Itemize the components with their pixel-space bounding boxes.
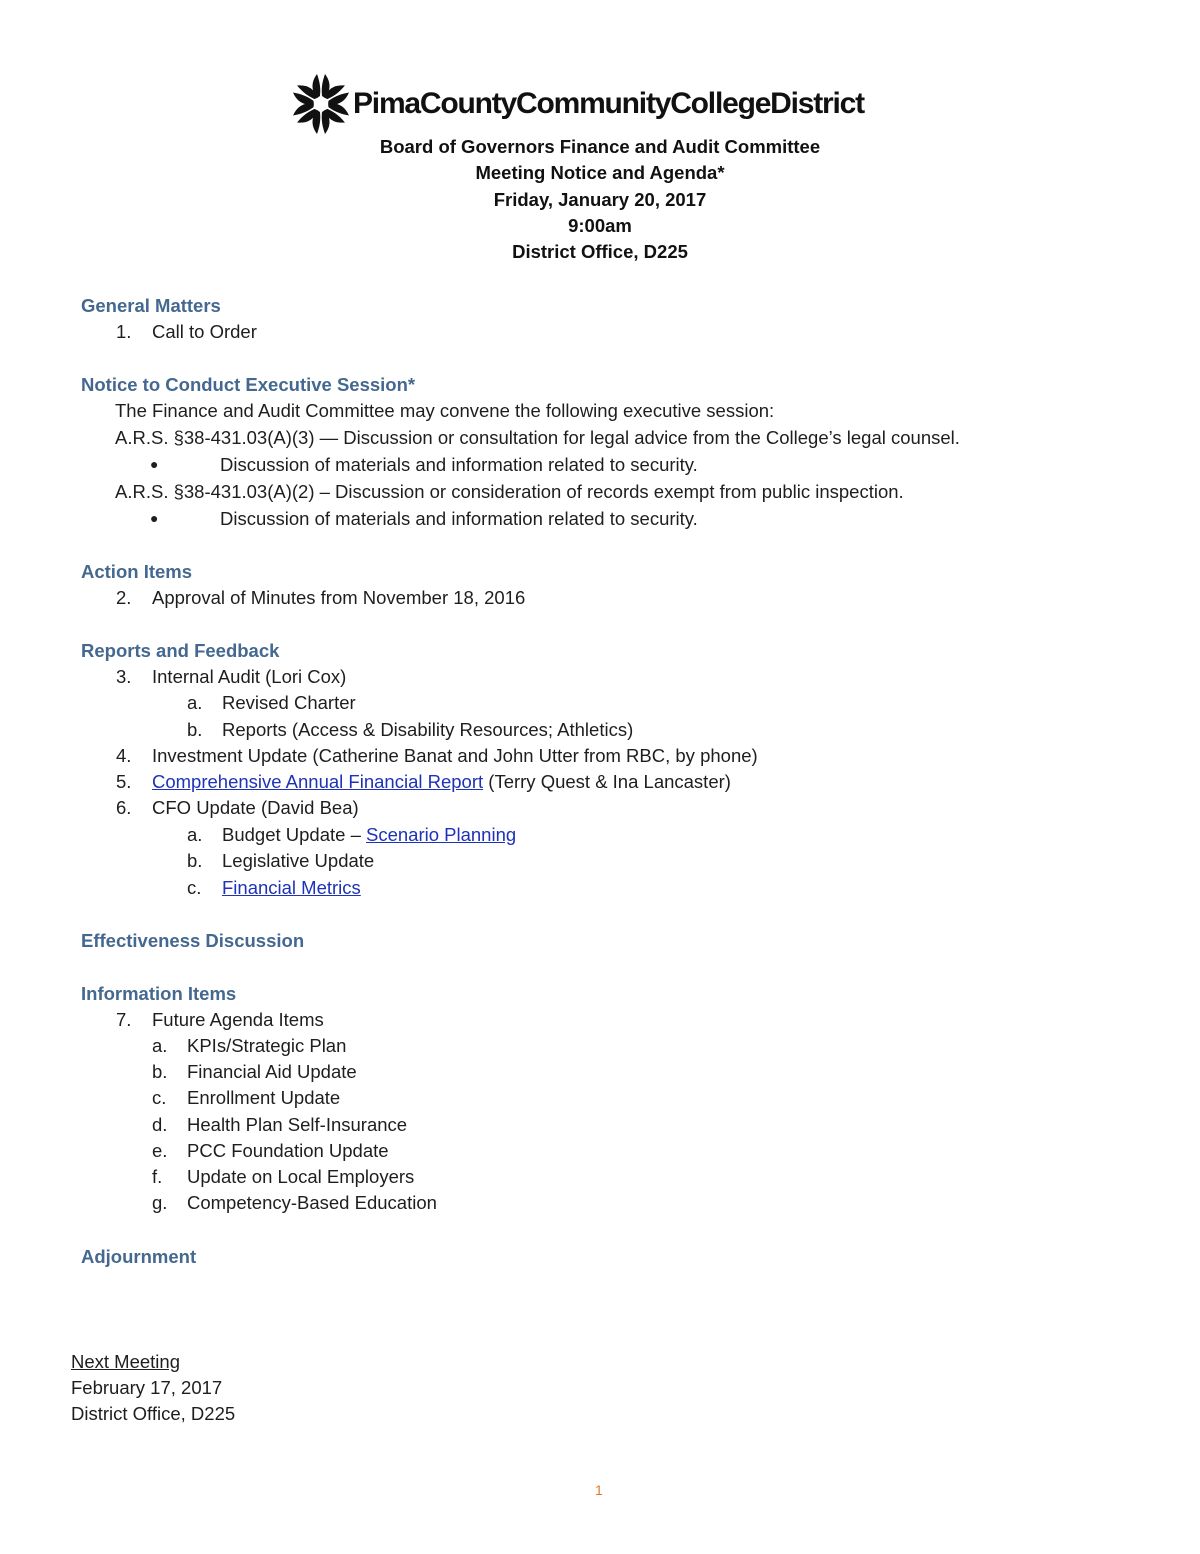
agenda-subitem-7c: c. Enrollment Update xyxy=(152,1087,341,1108)
cafr-link[interactable]: Comprehensive Annual Financial Report xyxy=(152,771,484,792)
section-heading-effectiveness: Effectiveness Discussion xyxy=(81,930,305,951)
bullet-icon: ● xyxy=(150,510,159,526)
document-title: Meeting Notice and Agenda* xyxy=(475,162,725,184)
financial-metrics-link[interactable]: Financial Metrics xyxy=(222,877,361,898)
statute-bullet-a3: ● Discussion of materials and information related to security. xyxy=(150,454,698,475)
agenda-subitem-7e: e. PCC Foundation Update xyxy=(152,1140,389,1161)
agenda-subitem-6c: c. Financial Metrics xyxy=(187,877,361,898)
organization-name: PimaCountyCommunityCollegeDistrict xyxy=(353,87,864,120)
meeting-date: Friday, January 20, 2017 xyxy=(493,188,707,210)
agenda-subitem-7a: a. KPIs/Strategic Plan xyxy=(152,1035,347,1056)
item-text: Call to Order xyxy=(152,321,257,342)
agenda-item-6: 6. CFO Update (David Bea) xyxy=(116,797,359,818)
next-meeting-date: February 17, 2017 xyxy=(71,1377,223,1398)
next-meeting-label: Next Meeting xyxy=(71,1351,180,1372)
agenda-subitem-6b: b. Legislative Update xyxy=(187,850,375,871)
item-text: Approval of Minutes from November 18, 2016 xyxy=(152,587,526,608)
meeting-header xyxy=(0,134,1200,265)
agenda-item-1 xyxy=(116,321,257,343)
meeting-location: District Office, D225 xyxy=(512,241,688,263)
section-heading-general-matters: General Matters xyxy=(81,295,221,316)
section-heading-information-items: Information Items xyxy=(81,983,237,1004)
statute-citation-a2: A.R.S. §38-431.03(A)(2) – Discussion or consideration of records exempt from public inspection. xyxy=(115,481,904,502)
agenda-item-3: 3. Internal Audit (Lori Cox) xyxy=(116,666,347,687)
section-heading-reports: Reports and Feedback xyxy=(81,640,280,661)
section-heading-action-items: Action Items xyxy=(81,561,193,582)
agenda-subitem-6a: a. Budget Update – Scenario Planning xyxy=(187,824,517,845)
agenda-item-4: 4. Investment Update (Catherine Banat and John Utter from RBC, by phone) xyxy=(116,745,758,766)
statute-citation-a3: A.R.S. §38-431.03(A)(3) — Discussion or consultation for legal advice from the College’s legal counsel. xyxy=(115,427,960,448)
agenda-subitem-7d: d. Health Plan Self-Insurance xyxy=(152,1114,408,1135)
agenda-subitem-7g: g. Competency-Based Education xyxy=(152,1192,437,1213)
section-heading-executive-session: Notice to Conduct Executive Session* xyxy=(81,374,416,395)
organization-logo xyxy=(289,70,864,138)
meeting-time: 9:00am xyxy=(568,214,632,236)
next-meeting-location: District Office, D225 xyxy=(71,1403,236,1424)
executive-session-intro: The Finance and Audit Committee may convene the following executive session: xyxy=(115,400,775,421)
bullet-icon: ● xyxy=(150,456,159,472)
item-number: 2. xyxy=(116,587,132,608)
section-heading-adjournment: Adjournment xyxy=(81,1246,197,1267)
statute-bullet-a2: ● Discussion of materials and information related to security. xyxy=(150,508,698,529)
agenda-subitem-3a: a. Revised Charter xyxy=(187,692,356,713)
scenario-planning-link[interactable]: Scenario Planning xyxy=(366,824,517,845)
agenda-subitem-7b: b. Financial Aid Update xyxy=(152,1061,357,1082)
agenda-subitem-3b: b. Reports (Access & Disability Resources; Athletics) xyxy=(187,719,634,740)
agenda-subitem-7f: f. Update on Local Employers xyxy=(152,1166,415,1187)
agenda-item-5: 5. Comprehensive Annual Financial Report (Terry Quest & Ina Lancaster) xyxy=(116,771,731,792)
agenda-item-2 xyxy=(116,587,525,609)
item-number: 1. xyxy=(116,321,132,342)
pcc-starburst-logo-icon xyxy=(289,72,353,136)
committee-name: Board of Governors Finance and Audit Committee xyxy=(379,136,821,157)
agenda-item-7: 7. Future Agenda Items xyxy=(116,1009,324,1030)
page-number: 1 xyxy=(595,1482,603,1498)
